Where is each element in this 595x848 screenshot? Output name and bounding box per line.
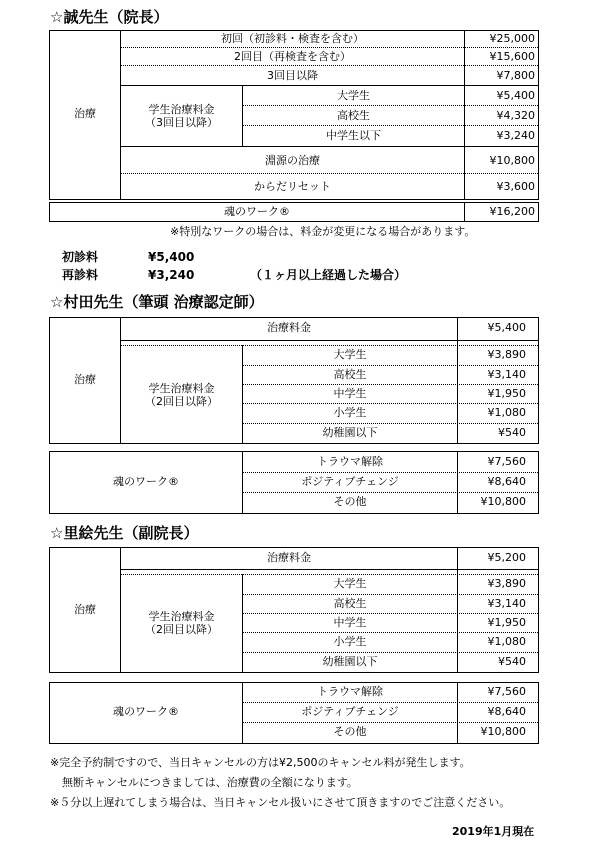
s2-soul-item-price: ¥10,800 [480, 495, 526, 508]
s3-student-label: 中学生 [333, 616, 367, 629]
s1-row-label: 淵源の治療 [265, 154, 320, 167]
s2-student-price: ¥1,080 [487, 406, 526, 419]
s2-student-price: ¥3,140 [487, 368, 526, 381]
s2-fee-price: ¥5,400 [487, 321, 526, 334]
s2-fee-label: 治療料金 [267, 321, 311, 334]
s2-soul-item-label: ポジティブチェンジ [301, 475, 399, 488]
revisit-label: 再診料 [62, 268, 99, 282]
s2-category-label: 治療 [74, 373, 96, 386]
revisit-price: ¥3,240 [148, 268, 195, 282]
s1-soul-work-label: 魂のワーク® [224, 205, 290, 218]
s1-row-price: ¥25,000 [489, 32, 535, 45]
s1-student-label: 高校生 [337, 109, 370, 122]
s3-fee-label: 治療料金 [267, 551, 311, 564]
s1-note: ※特別なワークの場合は、料金が変更になる場合があります。 [170, 225, 476, 238]
s2-soul-item-price: ¥8,640 [487, 475, 526, 488]
as-of-date: 2019年1月現在 [452, 825, 535, 838]
s1-category-label: 治療 [74, 107, 96, 120]
s1-row-label: 3回目以降 [267, 69, 318, 82]
s2-student-fee-label: 学生治療料金 （2回目以降） [145, 382, 218, 408]
s3-student-label: 小学生 [333, 635, 367, 648]
first-visit-price: ¥5,400 [148, 250, 195, 264]
section1-title: ☆誠先生（院長） [50, 8, 169, 26]
section2-title: ☆村田先生（筆頭 治療認定師） [50, 293, 264, 311]
s2-soul-item-price: ¥7,560 [487, 455, 526, 468]
s3-soul-work-label: 魂のワーク® [113, 705, 179, 718]
s2-student-label: 高校生 [333, 368, 367, 381]
s1-soul-work-price: ¥16,200 [489, 205, 535, 218]
s3-student-label: 大学生 [333, 577, 367, 590]
s1-row-label: からだリセット [254, 180, 331, 193]
s2-student-label: 幼稚園以下 [322, 426, 378, 439]
s2-student-label: 大学生 [333, 348, 367, 361]
s3-student-price: ¥1,950 [487, 616, 526, 629]
s3-student-label: 高校生 [333, 597, 367, 610]
note-late: ※５分以上遅れてしまう場合は、当日キャンセル扱いにさせて頂きますのでご注意ください。 [50, 796, 511, 809]
note-no-show: 無断キャンセルにつきましては、治療費の全額になります。 [62, 776, 358, 789]
s1-student-price: ¥5,400 [496, 89, 535, 102]
s3-soul-item-label: トラウマ解除 [317, 685, 383, 698]
s3-soul-item-label: ポジティブチェンジ [301, 705, 399, 718]
s3-student-price: ¥3,140 [487, 597, 526, 610]
s3-soul-item-label: その他 [333, 725, 367, 738]
s2-student-label: 小学生 [333, 406, 367, 419]
s3-student-price: ¥1,080 [487, 635, 526, 648]
s1-student-fee-label: 学生治療料金 （3回目以降） [145, 103, 218, 129]
s1-student-price: ¥4,320 [496, 109, 535, 122]
s2-soul-work-label: 魂のワーク® [113, 475, 179, 488]
s1-row-label: 2回目（再検査を含む） [234, 50, 351, 63]
section3-title: ☆里絵先生（副院長） [50, 524, 199, 542]
s3-student-label: 幼稚園以下 [322, 655, 378, 668]
s3-student-price: ¥540 [498, 655, 526, 668]
s1-row-label: 初回（初診料・検査を含む） [221, 32, 364, 45]
s3-soul-item-price: ¥10,800 [480, 725, 526, 738]
s3-student-price: ¥3,890 [487, 577, 526, 590]
s1-student-price: ¥3,240 [496, 129, 535, 142]
s1-row-price: ¥3,600 [496, 180, 535, 193]
s1-row-price: ¥15,600 [489, 50, 535, 63]
s1-row-price: ¥10,800 [489, 154, 535, 167]
s2-student-price: ¥1,950 [487, 387, 526, 400]
s2-student-price: ¥3,890 [487, 348, 526, 361]
s3-category-label: 治療 [74, 603, 96, 616]
s2-student-label: 中学生 [333, 387, 367, 400]
s1-row-price: ¥7,800 [496, 69, 535, 82]
note-cancellation: ※完全予約制ですので、当日キャンセルの方は¥2,500のキャンセル料が発生します。 [50, 756, 471, 769]
first-visit-label: 初診料 [62, 250, 99, 264]
s2-soul-item-label: その他 [333, 495, 367, 508]
revisit-note: （１ヶ月以上経過した場合） [250, 268, 407, 282]
s3-student-fee-label: 学生治療料金 （2回目以降） [145, 610, 218, 636]
s1-student-label: 大学生 [337, 89, 370, 102]
s2-student-price: ¥540 [498, 426, 526, 439]
s1-student-label: 中学生以下 [326, 129, 381, 142]
s3-soul-item-price: ¥7,560 [487, 685, 526, 698]
s3-soul-item-price: ¥8,640 [487, 705, 526, 718]
s2-soul-item-label: トラウマ解除 [317, 455, 383, 468]
s3-fee-price: ¥5,200 [487, 551, 526, 564]
